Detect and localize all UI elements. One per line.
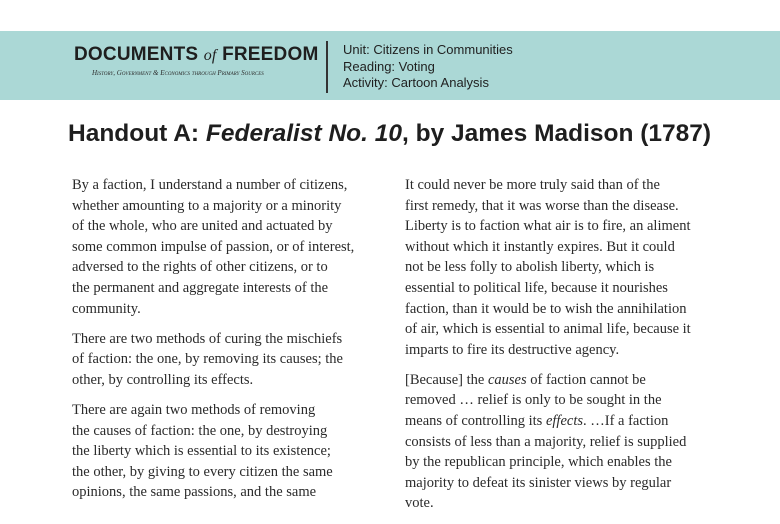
text-span: . …If a faction bbox=[583, 413, 669, 430]
left-paragraph-3 bbox=[72, 400, 372, 503]
header-banner bbox=[0, 31, 780, 100]
lesson-meta bbox=[343, 42, 513, 92]
text-line: without which it instantly expires. But it could bbox=[405, 238, 675, 255]
reading-label: Reading: Voting bbox=[343, 58, 435, 74]
text-line: By a faction, I understand a number of citizens, bbox=[72, 177, 348, 193]
text-line: faction, than it would be to wish the annihilation bbox=[405, 300, 687, 317]
emphasis-causes: causes bbox=[487, 371, 527, 388]
text-line: consists of less than a majority, relief is supplied bbox=[405, 433, 687, 450]
text-line: It could never be more truly said than of the bbox=[405, 177, 660, 193]
text-line: the liberty which is essential to its existence; bbox=[72, 443, 331, 460]
text-line: first remedy, that it was worse than the disease. bbox=[405, 197, 679, 214]
emphasis-effects: effects bbox=[545, 413, 583, 430]
page-title bbox=[68, 120, 711, 148]
activity-label: Activity: Cartoon Analysis bbox=[343, 75, 489, 90]
right-paragraph-2 bbox=[405, 370, 715, 514]
text-line: majority to defeat its sinister views by regular bbox=[405, 474, 672, 491]
brand-word-documents: DOCUMENTS bbox=[74, 44, 199, 65]
text-line: essential to political life, because it nourishes bbox=[405, 279, 668, 296]
left-paragraph-1 bbox=[72, 175, 372, 319]
text-line: Liberty is to faction what air is to fire, an aliment bbox=[405, 218, 691, 235]
text-span: means of controlling its bbox=[405, 413, 546, 430]
text-line: imparts to fire its destructive agency. bbox=[405, 341, 620, 358]
text-line: of faction: the one, by removing its causes; the bbox=[72, 351, 343, 368]
title-prefix: Handout A: bbox=[68, 120, 206, 147]
text-line: some common impulse of passion, or of interest, bbox=[72, 238, 355, 255]
text-line: whether amounting to a majority or a minority bbox=[72, 197, 342, 214]
text-line: other, by controlling its effects. bbox=[72, 371, 254, 388]
text-line: vote. bbox=[405, 495, 434, 512]
text-line: adversed to the rights of other citizens, or to bbox=[72, 259, 328, 276]
brand-logo bbox=[74, 44, 318, 77]
text-line: of air, which is essential to animal life, because it bbox=[405, 321, 691, 338]
text-line: of the whole, who are united and actuated by bbox=[72, 218, 333, 235]
text-line bbox=[405, 411, 715, 432]
text-line bbox=[405, 370, 715, 391]
text-line: There are again two methods of removing bbox=[72, 401, 316, 418]
right-column bbox=[405, 175, 715, 524]
brand-subtitle: History, Government & Economics through Primary Sources bbox=[92, 69, 264, 77]
text-line: opinions, the same passions, and the same bbox=[72, 484, 317, 501]
title-suffix: , by James Madison (1787) bbox=[401, 120, 712, 147]
text-line: not be less folly to abolish liberty, which is bbox=[405, 259, 655, 276]
text-line: by the republican principle, which enables the bbox=[405, 454, 672, 471]
text-span: of faction cannot be bbox=[526, 371, 646, 388]
text-line: the other, by giving to every citizen the same bbox=[72, 463, 333, 480]
text-line: the causes of faction: the one, by destroying bbox=[72, 422, 328, 439]
brand-title bbox=[74, 44, 318, 66]
right-paragraph-1 bbox=[405, 175, 715, 360]
brand-word-of: of bbox=[203, 47, 217, 64]
text-line: There are two methods of curing the mischiefs bbox=[72, 330, 343, 347]
left-paragraph-2 bbox=[72, 329, 372, 391]
text-line: community. bbox=[72, 300, 141, 317]
left-column bbox=[72, 175, 372, 512]
brand-word-freedom: FREEDOM bbox=[222, 44, 319, 65]
title-work: Federalist No. 10 bbox=[205, 120, 402, 147]
unit-label: Unit: Citizens in Communities bbox=[343, 42, 513, 57]
text-line: the permanent and aggregate interests of the bbox=[72, 279, 329, 296]
text-span: [Because] the bbox=[405, 371, 488, 388]
header-divider bbox=[326, 41, 328, 93]
text-line: removed … relief is only to be sought in the bbox=[405, 392, 662, 409]
